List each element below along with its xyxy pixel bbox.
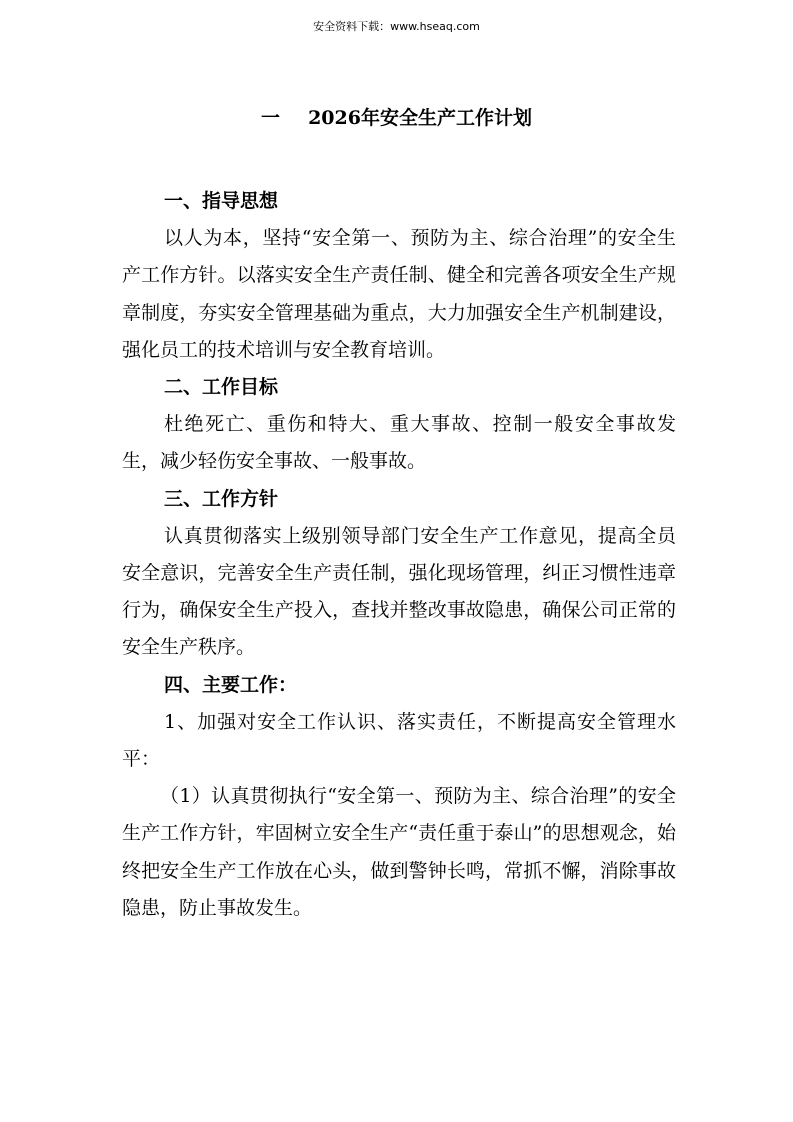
document-body [122, 183, 676, 927]
page-header: 安全资料下载：www.hseaq.com [313, 20, 480, 33]
title-text: 2026年安全生产工作计划 [308, 107, 532, 129]
section-paragraph-work-policy: 认真贯彻落实上级别领导部门安全生产工作意见，提高全员安全意识，完善安全生产责任制，强化现场管理，纠正习惯性违章行为，确保安全生产投入，查找并整改事故隐患，确保公司正常的安全生产秩序。 [122, 524, 676, 659]
title-prefix: 一 [261, 107, 281, 129]
section-paragraph-work-goals: 杜绝死亡、重伤和特大、重大事故、控制一般安全事故发生，减少轻伤安全事故、一般事故。 [122, 413, 676, 473]
main-work-item-1-1: （1）认真贯彻执行“安全第一、预防为主、综合治理”的安全生产工作方针，牢固树立安全生产“责任重于泰山”的思想观念，始终把安全生产工作放在心头，做到警钟长鸣，常抓不懈，消除事故隐患，防止事故发生。 [122, 785, 676, 919]
document-title [0, 104, 793, 132]
section-paragraph-guiding-ideology: 以人为本，坚持“安全第一、预防为主、综合治理”的安全生产工作方针。以落实安全生产责任制、健全和完善各项安全生产规章制度，夯实安全管理基础为重点，大力加强安全生产机制建设，强化员工的技术培训与安全教育培训。 [122, 227, 676, 361]
section-heading-work-goals: 二、工作目标 [164, 376, 279, 399]
section-heading-work-policy: 三、工作方针 [164, 487, 279, 510]
main-work-item-1: 1、加强对安全工作认识、落实责任，不断提高安全管理水平： [122, 710, 676, 771]
section-heading-main-work: 四、主要工作： [164, 673, 298, 696]
section-heading-guiding-ideology: 一、指导思想 [164, 190, 279, 212]
